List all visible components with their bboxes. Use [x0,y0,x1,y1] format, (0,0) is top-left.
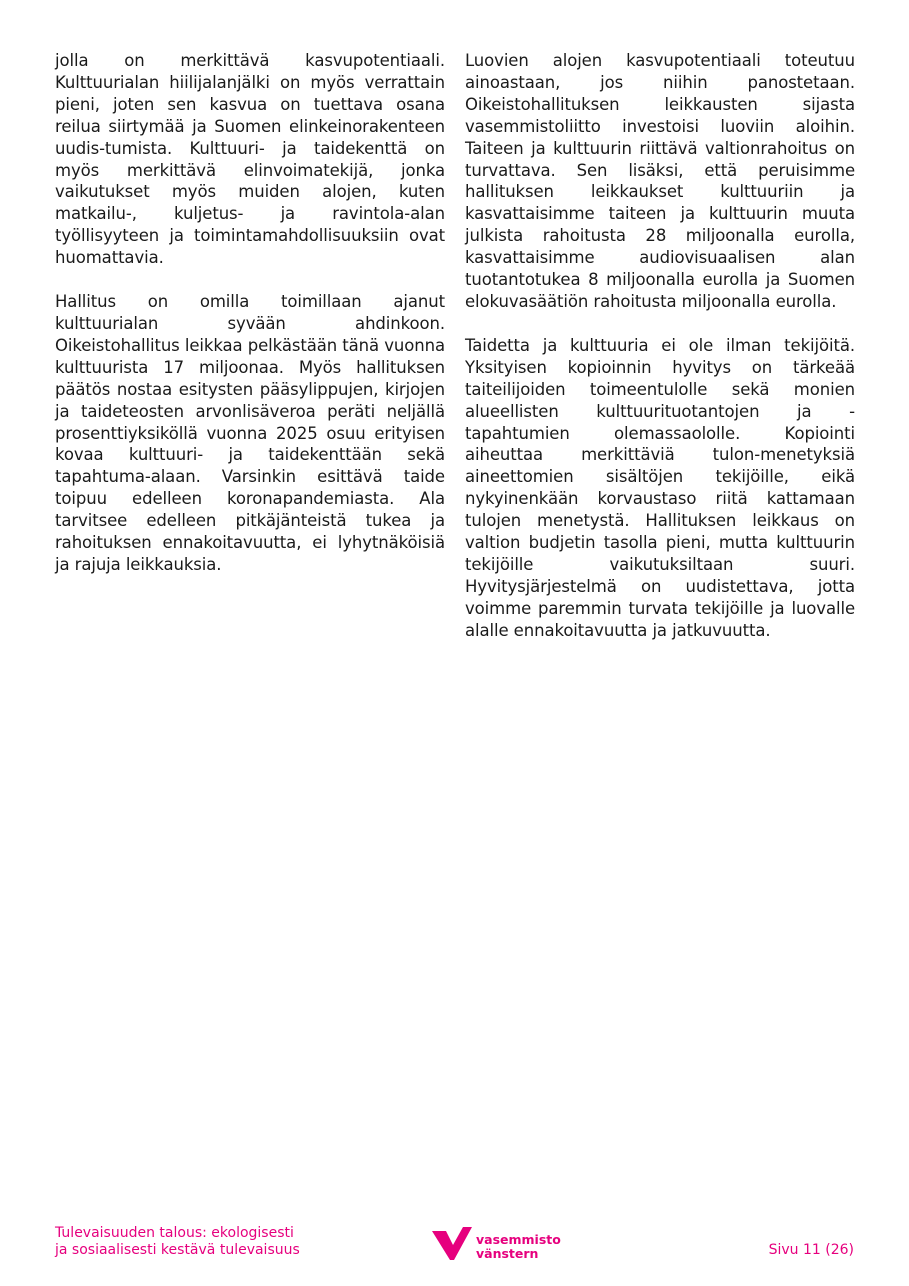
document-title-line: ja sosiaalisesti kestävä tulevaisuus [55,1242,300,1258]
logo-line: vasemmisto [476,1232,561,1247]
paragraph: jolla on merkittävä kasvupotentiaali. Kulttuurialan hiilijalanjälki on myös verrattain pieni, joten sen kasvua on tuettava osana reilua siirtymää ja Suomen elinkeinorakenteen uudis-tumista. Kulttuuri- ja taidekenttä on myös merkittävä elinvoimatekijä, jonka vaikutukset myös muiden alojen, kuten matkailu-, kuljetus- ja ravintola-alan työllisyyteen ja toimintamahdollisuuksiin ovat huomattavia. [55,51,445,268]
page-number: Sivu 11 (26) [768,1242,854,1258]
page-footer [0,1225,909,1265]
document-title [55,1225,355,1259]
vasemmisto-v-logo-icon [432,1227,472,1261]
paragraph: Luovien alojen kasvupotentiaali toteutuu ainoastaan, jos niihin panostetaan. Oikeistohallituksen leikkausten sijasta vasemmistoliitto investoisi luoviin aloihin. Taiteen ja kulttuurin riittävä valtionrahoitus on turvattava. Sen lisäksi, että peruisimme hallituksen leikkaukset kulttuuriin ja kasvattaisimme taiteen ja kulttuurin muuta julkista rahoitusta 28 miljoonalla eurolla, kasvattaisimme audiovisuaalisen alan tuotantotukea 8 miljoonalla eurolla ja Suomen elokuvasäätiön rahoitusta miljoonalla eurolla. [465,51,855,311]
logo-wordmark [476,1233,561,1261]
right-column [465,50,855,664]
document-title-line: Tulevaisuuden talous: ekologisesti [55,1225,294,1241]
logo-line: vänstern [476,1246,539,1261]
paragraph: Hallitus on omilla toimillaan ajanut kulttuurialan syvään ahdinkoon. Oikeistohallitus leikkaa pelkästään tänä vuonna kulttuurista 17 miljoonaa. Myös hallituksen päätös nostaa esitysten pääsylippujen, kirjojen ja taideteosten arvonlisäveroa peräti neljällä prosenttiyksiköllä vuonna 2025 osuu erityisen kovaa kulttuuri- ja taidekenttään sekä tapahtuma-alaan. Varsinkin esittävä taide toipuu edelleen koronapandemiasta. Ala tarvitsee edelleen pitkäjänteistä tukea ja rahoituksen ennakoitavuutta, ei lyhytnäköisiä ja rajuja leikkauksia. [55,292,445,574]
paragraph: Taidetta ja kulttuuria ei ole ilman tekijöitä. Yksityisen kopioinnin hyvitys on tärkeää taiteilijoiden toimeentulolle sekä monien alueellisten kulttuurituotantojen ja -tapahtumien olemassaololle. Kopiointi aiheuttaa merkittäviä tulon-menetyksiä aineettomien sisältöjen tekijöille, eikä nykyinenkään korvaustaso riitä kattamaan tulojen menetystä. Hallituksen leikkaus on valtion budjetin tasolla pieni, mutta kulttuurin tekijöille vaikutuksiltaan suuri. Hyvitysjärjestelmä on uudistettava, jotta voimme paremmin turvata tekijöille ja luovalle alalle ennakoitavuutta ja jatkuvuutta. [465,335,855,640]
left-column [55,50,445,598]
vasemmisto-logo [432,1227,561,1261]
